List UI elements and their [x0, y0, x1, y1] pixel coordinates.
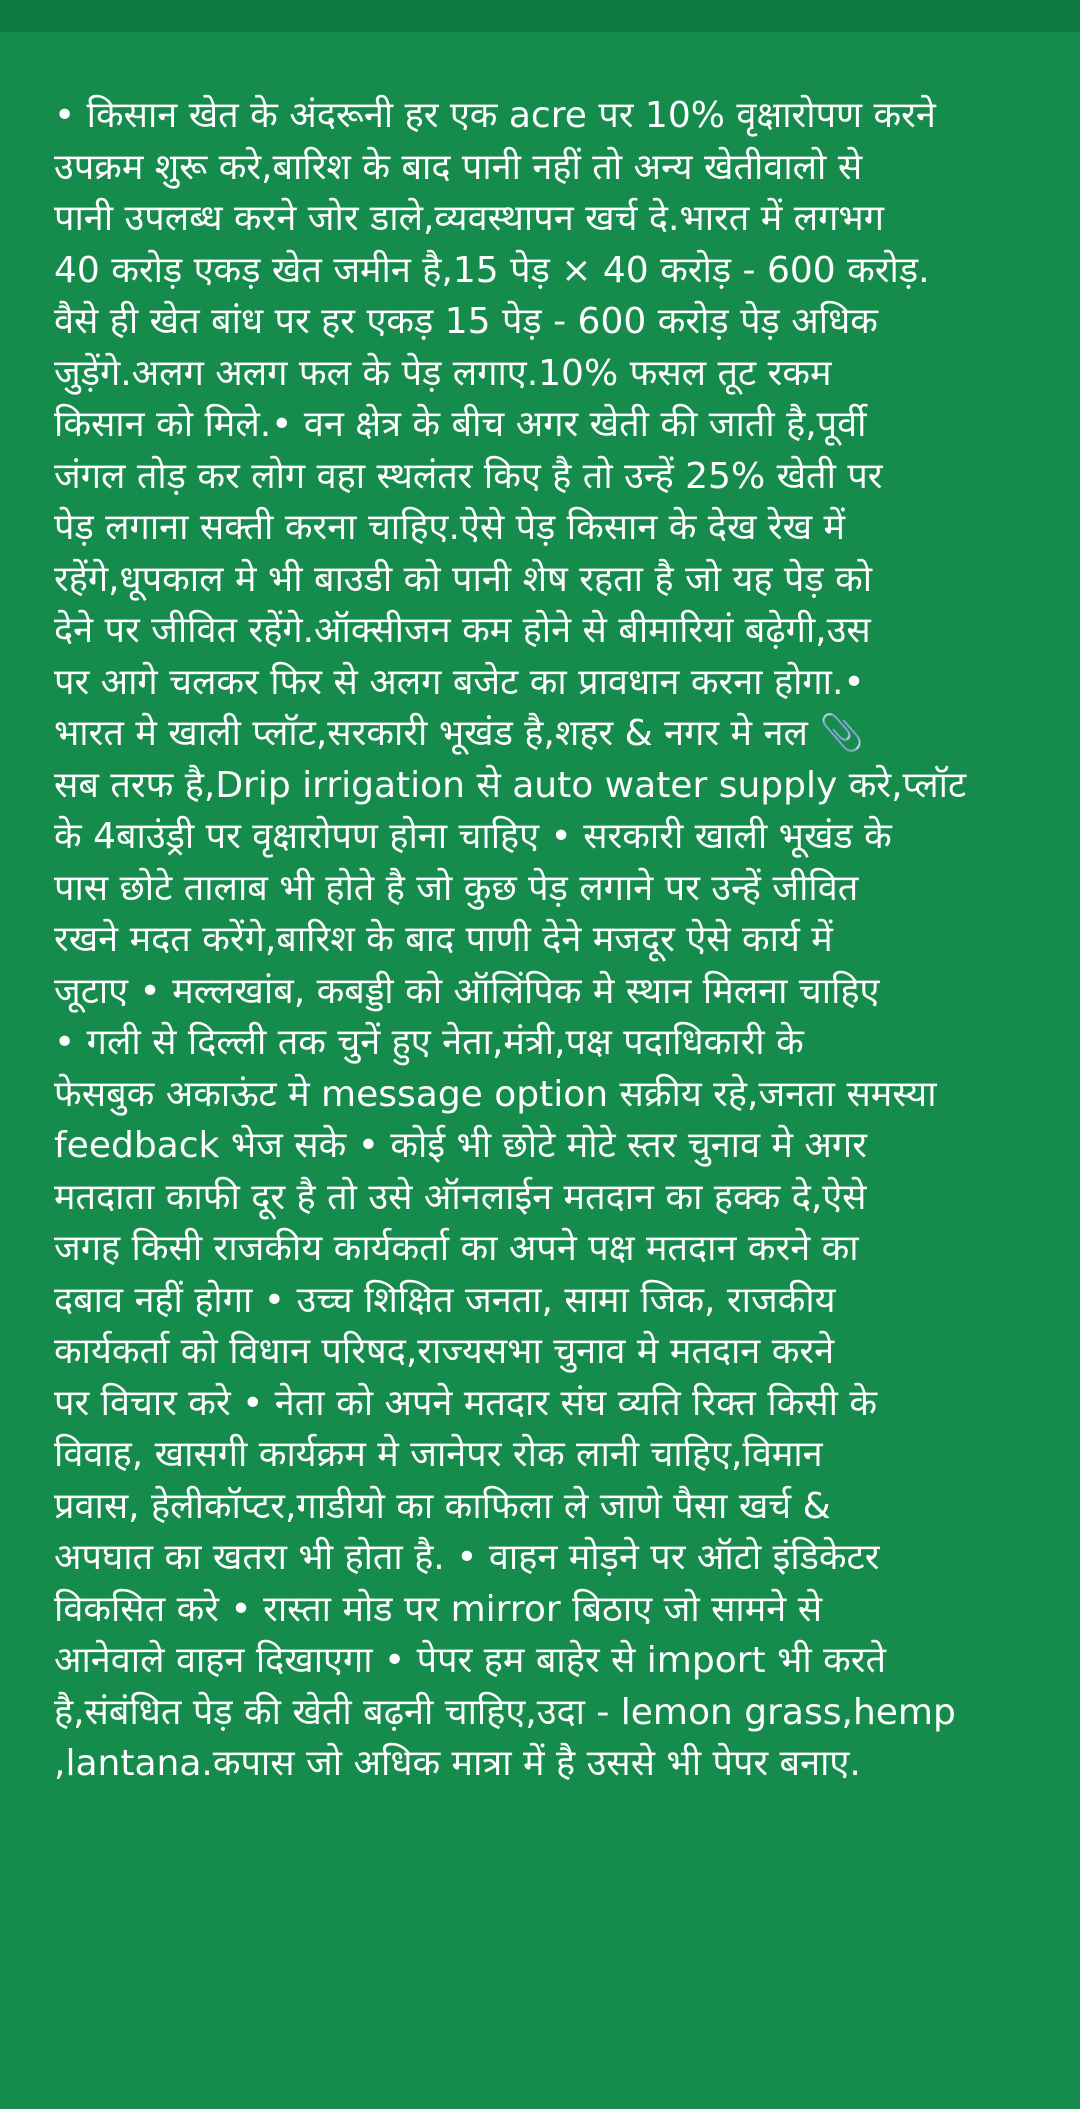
top-bar [0, 0, 1080, 32]
note-card[interactable] [0, 32, 1080, 2109]
note-text[interactable]: • किसान खेत के अंदरूनी हर एक acre पर 10% वृक्षारोपण करने उपक्रम शुरू करे,बारिश के बाद पानी नहीं तो अन्य खेतीवालो से पानी उपलब्ध करने जोर डाले,व्यवस्थापन खर्च दे.भारत में लगभग 40 करोड़ एकड़ खेत जमीन है,15 पेड़ × 40 करोड़ - 600 करोड़. वैसे ही खेत बांध पर हर एकड़ 15 पेड़ - 600 करोड़ पेड़ अधिक जुड़ेंगे.अलग अलग फल के पेड़ लगाए.10% फसल तूट रकम किसान को मिले.• वन क्षेत्र के बीच अगर खेती की जाती है,पूर्वी जंगल तोड़ कर लोग वहा स्थलंतर किए है तो उन्हें 25% खेती पर पेड़ लगाना सक्ती करना चाहिए.ऐसे पेड़ किसान के देख रेख में रहेंगे,धूपकाल मे भी बाउडी को पानी शेष रहता है जो यह पेड़ को देने पर जीवित रहेंगे.ऑक्सीजन कम होने से बीमारियां बढ़ेगी,उस पर आगे चलकर फिर से अलग बजेट का प्रावधान करना होगा.• भारत मे खाली प्लॉट,सरकारी भूखंड है,शहर & नगर मे नल 📎 सब तरफ है,Drip irrigation से auto water supply करे,प्लॉट के 4बाउंड्री पर वृक्षारोपण होना चाहिए • सरकारी खाली भूखंड के पास छोटे तालाब भी होते है जो कुछ पेड़ लगाने पर उन्हें जीवित रखने मदत करेंगे,बारिश के बाद पाणी देने मजदूर ऐसे कार्य में जूटाए • मल्लखांब, कबड्डी को ऑलिंपिक मे स्थान मिलना चाहिए • गली से दिल्ली तक चुनें हुए नेता,मंत्री,पक्ष पदाधिकारी के फेसबुक अकाऊंट मे message option सक्रीय रहे,जनता समस्या feedback भेज सके • कोई भी छोटे मोटे स्तर चुनाव मे अगर मतदाता काफी दूर है तो उसे ऑनलाईन मतदान का हक्क दे,ऐसे जगह किसी राजकीय कार्यकर्ता का अपने पक्ष मतदान करने का दबाव नहीं होगा • उच्च शिक्षित जनता, सामा जिक, राजकीय कार्यकर्ता को विधान परिषद,राज्यसभा चुनाव मे मतदान करने पर विचार करे • नेता को अपने मतदार संघ व्यति रिक्त किसी के विवाह, खासगी कार्यक्रम मे जानेपर रोक लानी चाहिए,विमान प्रवास, हेलीकॉप्टर,गाडीयो का काफिला ले जाणे पैसा खर्च & अपघात का खतरा भी होता है. • वाहन मोड़ने पर ऑटो इंडिकेटर विकसित करे • रास्ता मोड पर mirror बिठाए जो सामने से आनेवाले वाहन दिखाएगा • पेपर हम बाहेर से import भी करते है,संबंधित पेड़ की खेती बढ़नी चाहिए,उदा - lemon grass,hemp ,lantana.कपास जो अधिक मात्रा में है उससे भी पेपर बनाए. [54, 95, 967, 1784]
